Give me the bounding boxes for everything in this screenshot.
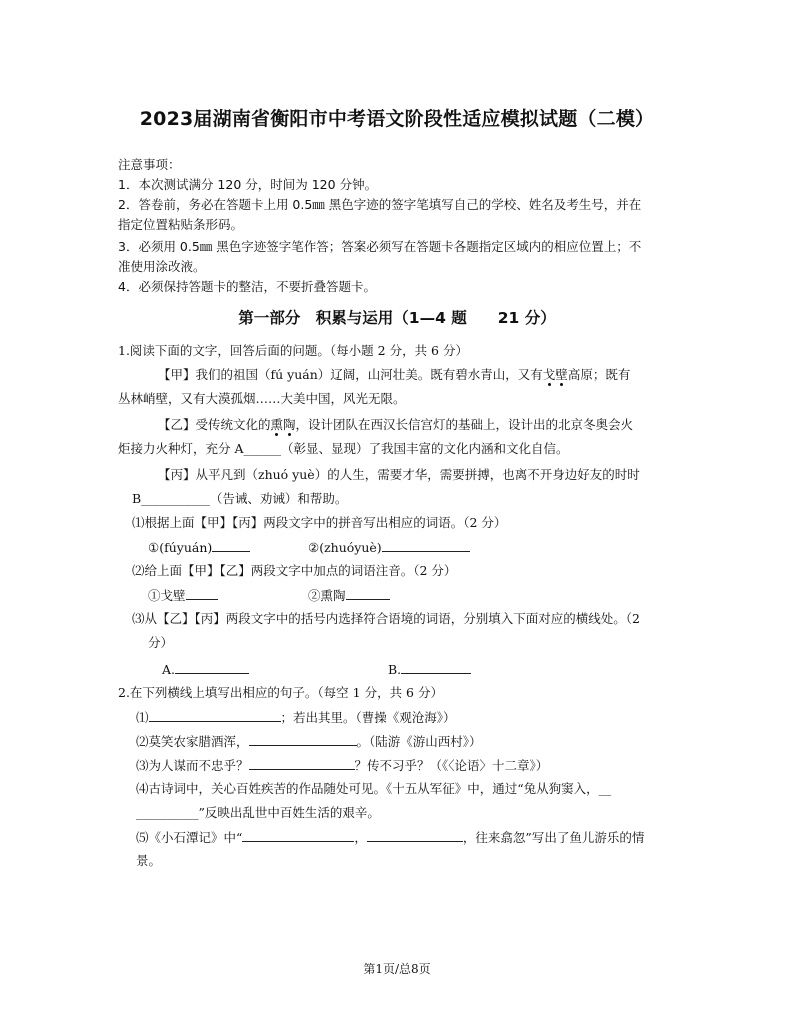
answer-blank[interactable] <box>382 538 470 552</box>
q1-sub2-option-2 <box>308 586 390 605</box>
answer-blank[interactable] <box>175 660 249 674</box>
dotted-char: 戈 <box>542 367 556 382</box>
notice-item-3: 3．必须用 0.5㎜ 黑色字迹签字笔作答；答案必须写在答题卡各题指定区域内的相应位置上；不 <box>118 239 642 254</box>
line-text: 。（陆游《游山西村》） <box>356 734 482 749</box>
q2-line-4: ⑷古诗词中，关心百姓疾苦的作品随处可见。《十五从军征》中，通过“兔从狗窦入，__ <box>136 781 612 796</box>
option-label: ②熏陶 <box>308 588 346 603</box>
option-label: A. <box>162 662 176 677</box>
q1-passage-jia-cont: 丛林峭壁，又有大漠孤烟……大美中国，风光无限。 <box>118 391 406 406</box>
q2-line-3 <box>136 756 548 775</box>
q1-passage-bing-cont: B___________（告诫、劝诫）和帮助。 <box>132 491 348 506</box>
option-label: ①戈壁 <box>148 588 186 603</box>
notice-item-2: 2．答卷前，务必在答题卡上用 0.5㎜ 黑色字迹的签字笔填写自己的学校、姓名及考生号，并在 <box>118 197 642 212</box>
line-text: ⑸《小石潭记》中“ <box>136 830 243 845</box>
exam-title: 2023届湖南省衡阳市中考语文阶段性适应模拟试题（二模） <box>139 108 655 130</box>
line-text: ⑶为人谋而不忠乎？ <box>136 758 249 773</box>
answer-blank[interactable] <box>367 828 463 842</box>
q2-line-5 <box>136 828 644 847</box>
notice-item-2-cont: 指定位置粘贴条形码。 <box>118 217 244 232</box>
notice-heading: 注意事项： <box>118 157 181 172</box>
notice-item-3-cont: 准使用涂改液。 <box>118 259 206 274</box>
dotted-char: 壁 <box>555 367 568 382</box>
q1-sub2: ⑵给上面【甲】【乙】两段文字中加点的词语注音。（2 分） <box>132 563 457 578</box>
q2-line-5-cont: 景。 <box>136 853 162 868</box>
q1-passage-bing: 【丙】从平凡到（zhuó yuè）的人生，需要才华，需要拼搏，也离不开身边好友的时时 <box>158 467 640 482</box>
answer-blank[interactable] <box>401 660 471 674</box>
answer-blank[interactable] <box>346 586 390 600</box>
q1-passage-yi-text1: 【乙】受传统文化的 <box>158 417 271 432</box>
dotted-char: 熏 <box>270 417 284 432</box>
line-text: ， <box>354 830 367 845</box>
option-label: ①(fúyuán) <box>148 540 213 555</box>
line-number: ⑴ <box>136 710 149 725</box>
q1-sub3: ⑶从【乙】【丙】两段文字中的括号内选择符合语境的词语，分别填入下面对应的横线处。（2 <box>132 611 640 626</box>
q2-line-1 <box>136 708 456 727</box>
notice-item-4: 4．必须保持答题卡的整洁，不要折叠答题卡。 <box>118 279 376 294</box>
q1-passage-yi <box>158 416 633 434</box>
q1-sub3-cont: 分） <box>148 635 174 650</box>
option-label: ②(zhuóyuè) <box>308 540 382 555</box>
line-text: ；若出其里。（曹操《观沧海》） <box>280 710 456 725</box>
q2-stem: 2.在下列横线上填写出相应的句子。（每空 1 分，共 6 分） <box>118 685 443 700</box>
q1-sub1-option-2 <box>308 538 470 557</box>
line-text: ？传不习乎？（《〈论语〉十二章》） <box>354 758 549 773</box>
q1-sub2-option-1 <box>148 586 218 605</box>
page-footer: 第1页/总8页 <box>363 962 431 976</box>
option-label: B. <box>388 662 402 677</box>
part1-heading: 第一部分 积累与运用（1—4 题 21 分） <box>238 309 556 327</box>
q1-passage-jia-text2: 高原；既有 <box>567 367 631 382</box>
answer-blank[interactable] <box>242 828 354 842</box>
answer-blank[interactable] <box>186 586 218 600</box>
q1-stem: 1.阅读下面的文字，回答后面的问题。（每小题 2 分，共 6 分） <box>118 343 468 358</box>
q1-sub3-option-b <box>388 660 471 679</box>
q1-passage-yi-cont: 炬接力火种灯，充分 A______（彰显、显现）了我国丰富的文化内涵和文化自信。 <box>118 441 569 456</box>
answer-blank[interactable] <box>212 538 250 552</box>
q1-passage-jia-text1: 【甲】我们的祖国（fú yuán）辽阔，山河壮美。既有碧水青山，又有 <box>158 367 543 382</box>
q1-sub3-option-a <box>162 660 249 679</box>
answer-blank[interactable] <box>249 732 357 746</box>
q1-sub1: ⑴根据上面【甲】【丙】两段文字中的拼音写出相应的词语。（2 分） <box>132 515 507 530</box>
q1-sub1-option-1 <box>148 538 250 557</box>
line-text: ，往来翕忽”写出了鱼儿游乐的情 <box>462 830 645 845</box>
q2-line-2 <box>136 732 482 751</box>
line-text: ⑵莫笑农家腊酒浑， <box>136 734 249 749</box>
answer-blank[interactable] <box>249 756 355 770</box>
q2-line-4-cont: __________”反映出乱世中百姓生活的艰辛。 <box>136 805 380 820</box>
dotted-char: 陶 <box>283 417 296 432</box>
q1-passage-yi-text2: ，设计团队在西汉长信宫灯的基础上，设计出的北京冬奥会火 <box>295 417 634 432</box>
q1-passage-jia <box>158 366 630 384</box>
notice-item-1: 1．本次测试满分 120 分，时间为 120 分钟。 <box>118 177 378 192</box>
answer-blank[interactable] <box>149 708 281 722</box>
